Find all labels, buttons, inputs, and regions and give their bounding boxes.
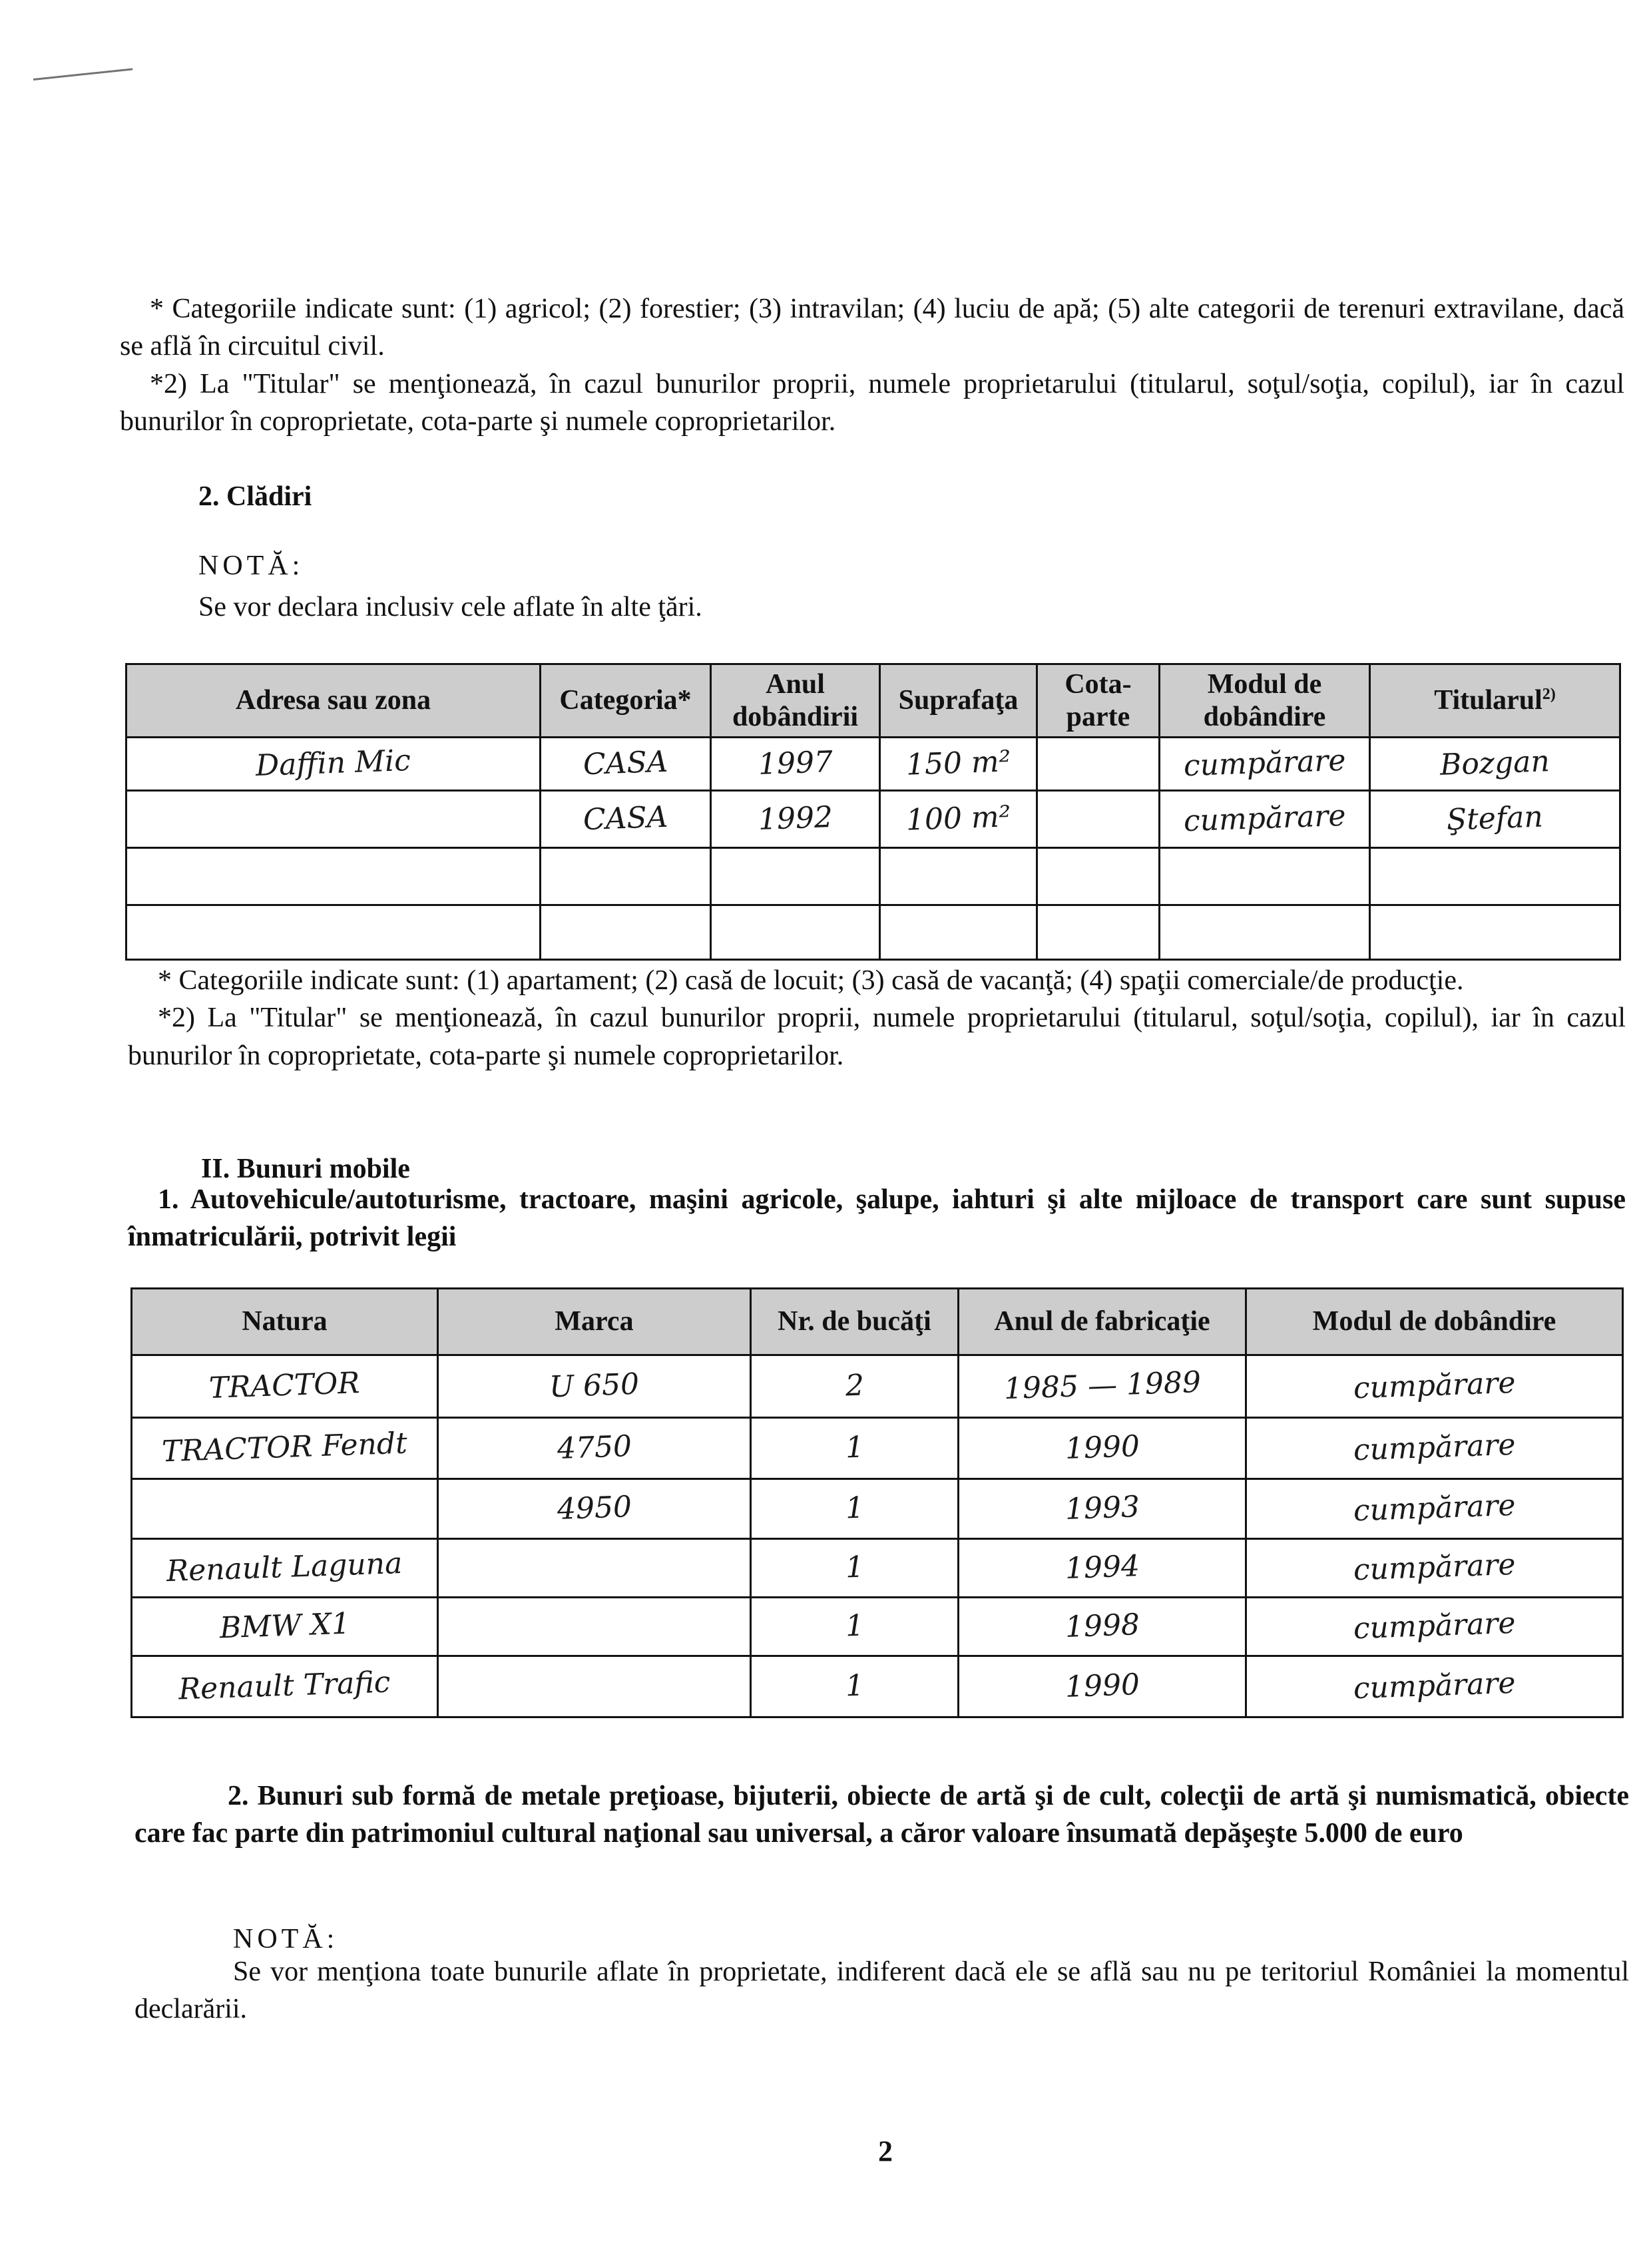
cell-titular bbox=[1370, 738, 1620, 791]
cell-brand bbox=[438, 1656, 751, 1717]
cell-nature bbox=[132, 1479, 438, 1539]
handwritten-category: CASA bbox=[582, 744, 668, 782]
cell-mode bbox=[1160, 791, 1370, 848]
handwritten-count: 1 bbox=[844, 1668, 865, 1703]
table-row bbox=[132, 1479, 1623, 1539]
col-titular-sup: 2) bbox=[1542, 686, 1556, 704]
cell-acquisition-mode bbox=[1246, 1656, 1623, 1717]
handwritten-mode: cumpărare bbox=[1352, 1427, 1517, 1468]
table-row bbox=[132, 1598, 1623, 1656]
cell-titular bbox=[1370, 791, 1620, 848]
col-titular-label: Titularul bbox=[1434, 685, 1542, 716]
cell-mode bbox=[1160, 848, 1370, 905]
cell-fabrication-year bbox=[959, 1418, 1246, 1479]
handwritten-year: 1993 bbox=[1064, 1490, 1140, 1526]
handwritten-year: 1998 bbox=[1064, 1608, 1140, 1644]
handwritten-mode: cumpărare bbox=[1352, 1547, 1517, 1588]
handwritten-year: 1994 bbox=[1064, 1549, 1140, 1586]
buildings-nota-label: NOTĂ: bbox=[198, 551, 304, 581]
handwritten-year: 1985 — 1989 bbox=[1003, 1365, 1202, 1407]
cell-share bbox=[1037, 738, 1160, 791]
handwritten-year: 1997 bbox=[757, 745, 833, 782]
cell-category bbox=[541, 738, 711, 791]
handwritten-count: 1 bbox=[844, 1430, 865, 1465]
cell-year bbox=[711, 738, 880, 791]
handwritten-nature: TRACTOR Fendt bbox=[161, 1426, 408, 1469]
cell-address bbox=[126, 905, 541, 960]
cell-share bbox=[1037, 848, 1160, 905]
buildings-heading: 2. Clădiri bbox=[198, 481, 312, 512]
handwritten-address: Daffin Mic bbox=[255, 743, 411, 784]
cell-fabrication-year bbox=[959, 1598, 1246, 1656]
col-acquisition-mode: Modul de dobândire bbox=[1246, 1289, 1623, 1355]
land-titular-note: *2) La "Titular" se menţionează, în cazul bunurilor proprii, numele proprietarului (titularul, soţul/soţia, copilul), iar în cazul bunurilor în coproprietate, cota-parte şi numele coproprietarilor. bbox=[120, 368, 1624, 437]
cell-titular bbox=[1370, 905, 1620, 960]
cell-titular bbox=[1370, 848, 1620, 905]
cell-category bbox=[541, 848, 711, 905]
buildings-titular-note: *2) La "Titular" se menţionează, în cazul bunurilor proprii, numele proprietarului (titularul, soţul/soţia, copilul), iar în cazul bunurilor în coproprietate, cota-parte şi numele coproprietarilor. bbox=[128, 1003, 1626, 1071]
cell-address bbox=[126, 791, 541, 848]
cell-acquisition-mode bbox=[1246, 1479, 1623, 1539]
cell-nature bbox=[132, 1598, 438, 1656]
movables-subheading bbox=[128, 1181, 1626, 1256]
handwritten-surface: 100 m² bbox=[905, 799, 1011, 837]
cell-surface bbox=[880, 791, 1037, 848]
table-row bbox=[132, 1418, 1623, 1479]
buildings-nota-text: Se vor declara inclusiv cele aflate în alte ţări. bbox=[198, 592, 702, 622]
cell-surface bbox=[880, 905, 1037, 960]
handwritten-brand: U 650 bbox=[549, 1367, 640, 1405]
cell-surface bbox=[880, 738, 1037, 791]
table-row bbox=[132, 1539, 1623, 1598]
handwritten-year: 1990 bbox=[1064, 1429, 1140, 1466]
handwritten-titular: Bozgan bbox=[1439, 744, 1550, 782]
cell-fabrication-year bbox=[959, 1539, 1246, 1598]
cell-count bbox=[751, 1418, 959, 1479]
cell-brand bbox=[438, 1539, 751, 1598]
vehicles-table bbox=[130, 1287, 1624, 1718]
cell-mode bbox=[1160, 905, 1370, 960]
cell-mode bbox=[1160, 738, 1370, 791]
handwritten-year: 1990 bbox=[1064, 1668, 1140, 1704]
cell-fabrication-year bbox=[959, 1656, 1246, 1717]
vehicles-header-row bbox=[132, 1289, 1623, 1355]
cell-brand bbox=[438, 1355, 751, 1418]
handwritten-nature: TRACTOR bbox=[208, 1366, 361, 1405]
handwritten-mode: cumpărare bbox=[1352, 1488, 1517, 1528]
handwritten-count: 2 bbox=[844, 1368, 865, 1403]
cell-address bbox=[126, 738, 541, 791]
handwritten-surface: 150 m² bbox=[905, 744, 1011, 782]
cell-nature bbox=[132, 1539, 438, 1598]
cell-year bbox=[711, 848, 880, 905]
handwritten-count: 1 bbox=[844, 1608, 865, 1644]
precious-heading bbox=[134, 1777, 1629, 1853]
col-share: Cota-parte bbox=[1037, 664, 1160, 738]
handwritten-brand: 4950 bbox=[556, 1490, 632, 1526]
col-fabrication-year: Anul de fabricaţie bbox=[959, 1289, 1246, 1355]
table-row bbox=[132, 1656, 1623, 1717]
handwritten-titular: Ştefan bbox=[1446, 799, 1544, 837]
handwritten-mode: cumpărare bbox=[1352, 1365, 1517, 1406]
col-year: Anul dobândirii bbox=[711, 664, 880, 738]
handwritten-year: 1992 bbox=[757, 800, 833, 837]
buildings-header-row bbox=[126, 664, 1620, 738]
handwritten-mode: cumpărare bbox=[1352, 1666, 1517, 1706]
col-count: Nr. de bucăţi bbox=[751, 1289, 959, 1355]
table-row bbox=[126, 791, 1620, 848]
cell-address bbox=[126, 848, 541, 905]
cell-count bbox=[751, 1539, 959, 1598]
handwritten-brand: 4750 bbox=[556, 1429, 632, 1466]
col-address: Adresa sau zona bbox=[126, 664, 541, 738]
scan-mark bbox=[33, 68, 132, 81]
handwritten-nature: BMW X1 bbox=[218, 1606, 351, 1646]
cell-nature bbox=[132, 1355, 438, 1418]
cell-acquisition-mode bbox=[1246, 1355, 1623, 1418]
handwritten-mode: cumpărare bbox=[1182, 743, 1347, 784]
precious-nota-label: NOTĂ: bbox=[233, 1924, 339, 1954]
cell-nature bbox=[132, 1418, 438, 1479]
buildings-footnotes bbox=[128, 962, 1626, 1074]
handwritten-nature: Renault Trafic bbox=[178, 1665, 391, 1707]
land-footnotes bbox=[120, 290, 1624, 440]
handwritten-mode: cumpărare bbox=[1182, 798, 1347, 839]
handwritten-mode: cumpărare bbox=[1352, 1606, 1517, 1646]
precious-nota bbox=[134, 1953, 1629, 2028]
cell-share bbox=[1037, 791, 1160, 848]
col-brand: Marca bbox=[438, 1289, 751, 1355]
precious-nota-text: Se vor menţiona toate bunurile aflate în proprietate, indiferent dacă ele se află sau nu pe teritoriul României la momentul declarării. bbox=[134, 1956, 1629, 2025]
movables-subheading-text: 1. Autovehicule/autoturisme, tractoare, maşini agricole, şalupe, iahturi şi alte mijloace de transport care sunt supuse înmatriculării, potrivit legii bbox=[128, 1184, 1626, 1253]
cell-fabrication-year bbox=[959, 1355, 1246, 1418]
cell-nature bbox=[132, 1656, 438, 1717]
col-mode: Modul de dobândire bbox=[1160, 664, 1370, 738]
precious-heading-text: 2. Bunuri sub formă de metale preţioase, bijuterii, obiecte de artă şi de cult, colecţii de artă şi numismatică, obiecte care fac parte din patrimoniul cultural naţional sau universal, a căror valoare însumată depăşeşte 5.000 de euro bbox=[134, 1781, 1629, 1849]
col-nature: Natura bbox=[132, 1289, 438, 1355]
cell-year bbox=[711, 791, 880, 848]
table-row bbox=[126, 848, 1620, 905]
cell-year bbox=[711, 905, 880, 960]
cell-count bbox=[751, 1598, 959, 1656]
cell-surface bbox=[880, 848, 1037, 905]
handwritten-count: 1 bbox=[844, 1550, 865, 1585]
cell-acquisition-mode bbox=[1246, 1418, 1623, 1479]
movables-heading: II. Bunuri mobile bbox=[201, 1154, 410, 1184]
handwritten-count: 1 bbox=[844, 1490, 865, 1526]
handwritten-nature: Renault Laguna bbox=[166, 1546, 403, 1589]
table-row bbox=[132, 1355, 1623, 1418]
cell-count bbox=[751, 1479, 959, 1539]
handwritten-category: CASA bbox=[582, 799, 668, 837]
table-row bbox=[126, 738, 1620, 791]
col-surface: Suprafaţa bbox=[880, 664, 1037, 738]
land-categories-note: * Categoriile indicate sunt: (1) agricol; (2) forestier; (3) intravilan; (4) luciu de apă; (5) alte categorii de terenuri extravilane, dacă se află în circuitul civil. bbox=[120, 294, 1624, 362]
col-titular bbox=[1370, 664, 1620, 738]
buildings-categories-note: * Categoriile indicate sunt: (1) apartament; (2) casă de locuit; (3) casă de vacanţă; (4) spaţii comerciale/de producţie. bbox=[158, 965, 1464, 996]
cell-category bbox=[541, 905, 711, 960]
page-number: 2 bbox=[878, 2135, 893, 2167]
buildings-table bbox=[125, 663, 1621, 961]
col-category: Categoria* bbox=[541, 664, 711, 738]
table-row bbox=[126, 905, 1620, 960]
cell-brand bbox=[438, 1479, 751, 1539]
cell-acquisition-mode bbox=[1246, 1598, 1623, 1656]
cell-category bbox=[541, 791, 711, 848]
cell-acquisition-mode bbox=[1246, 1539, 1623, 1598]
cell-count bbox=[751, 1355, 959, 1418]
cell-count bbox=[751, 1656, 959, 1717]
cell-share bbox=[1037, 905, 1160, 960]
cell-brand bbox=[438, 1418, 751, 1479]
cell-fabrication-year bbox=[959, 1479, 1246, 1539]
cell-brand bbox=[438, 1598, 751, 1656]
